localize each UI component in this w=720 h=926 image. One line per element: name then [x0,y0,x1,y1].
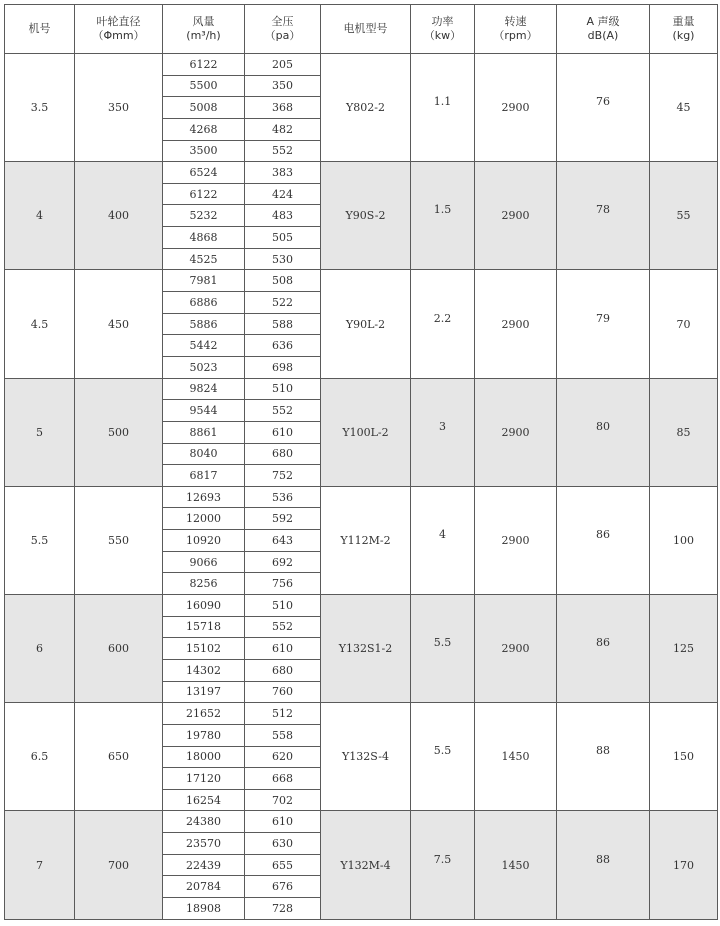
speed-cell: 2900 [475,270,557,378]
airflow-cell: 24380 [163,811,245,833]
pressure-cell: 350 [245,75,321,97]
pressure-cell: 552 [245,400,321,422]
airflow-cell: 9824 [163,378,245,400]
header-fan-no: 机号 [5,5,75,54]
pressure-cell: 522 [245,292,321,314]
weight-cell: 170 [650,811,718,920]
airflow-cell: 6122 [163,54,245,76]
noise-cell: 88 [557,703,650,811]
pressure-cell: 620 [245,746,321,768]
pressure-cell: 668 [245,768,321,790]
header-weight: 重量 (kg) [650,5,718,54]
impeller-cell: 700 [75,811,163,920]
speed-cell: 1450 [475,703,557,811]
speed-cell: 2900 [475,54,557,162]
impeller-cell: 350 [75,54,163,162]
motor-cell: Y90S-2 [321,162,411,270]
pressure-cell: 630 [245,833,321,855]
airflow-cell: 16254 [163,789,245,811]
airflow-cell: 15102 [163,638,245,660]
pressure-cell: 655 [245,854,321,876]
power-cell: 2.2 [411,270,475,378]
pressure-cell: 760 [245,681,321,703]
pressure-cell: 680 [245,659,321,681]
pressure-cell: 558 [245,724,321,746]
pressure-cell: 728 [245,897,321,919]
airflow-cell: 21652 [163,703,245,725]
noise-cell: 88 [557,811,650,920]
airflow-cell: 12000 [163,508,245,530]
table-row [5,703,718,725]
noise-cell: 76 [557,54,650,162]
airflow-cell: 17120 [163,768,245,790]
pressure-cell: 636 [245,335,321,357]
noise-cell: 86 [557,486,650,594]
weight-cell: 70 [650,270,718,378]
airflow-cell: 6122 [163,183,245,205]
speed-cell: 2900 [475,595,557,703]
airflow-cell: 8861 [163,421,245,443]
airflow-cell: 15718 [163,616,245,638]
airflow-cell: 9544 [163,400,245,422]
noise-cell: 78 [557,162,650,270]
pressure-cell: 424 [245,183,321,205]
header-noise: A 声级 dB(A) [557,5,650,54]
airflow-cell: 14302 [163,659,245,681]
motor-cell: Y132M-4 [321,811,411,920]
pressure-cell: 643 [245,530,321,552]
airflow-cell: 3500 [163,140,245,162]
airflow-cell: 5886 [163,313,245,335]
pressure-cell: 483 [245,205,321,227]
weight-cell: 45 [650,54,718,162]
airflow-cell: 5442 [163,335,245,357]
pressure-cell: 510 [245,595,321,617]
pressure-cell: 756 [245,573,321,595]
fan-no-cell: 5.5 [5,486,75,594]
impeller-cell: 650 [75,703,163,811]
speed-cell: 1450 [475,811,557,920]
fan-no-cell: 6 [5,595,75,703]
airflow-cell: 8256 [163,573,245,595]
pressure-cell: 552 [245,616,321,638]
pressure-cell: 536 [245,486,321,508]
airflow-cell: 7981 [163,270,245,292]
pressure-cell: 698 [245,356,321,378]
header-airflow: 风量 (m³/h) [163,5,245,54]
speed-cell: 2900 [475,162,557,270]
pressure-cell: 530 [245,248,321,270]
table-row [5,595,718,617]
fan-no-cell: 7 [5,811,75,920]
pressure-cell: 482 [245,118,321,140]
table-row [5,486,718,508]
pressure-cell: 702 [245,789,321,811]
pressure-cell: 692 [245,551,321,573]
pressure-cell: 610 [245,811,321,833]
airflow-cell: 4525 [163,248,245,270]
pressure-cell: 508 [245,270,321,292]
pressure-cell: 205 [245,54,321,76]
power-cell: 1.5 [411,162,475,270]
airflow-cell: 6817 [163,465,245,487]
weight-cell: 55 [650,162,718,270]
impeller-cell: 600 [75,595,163,703]
pressure-cell: 383 [245,162,321,184]
pressure-cell: 512 [245,703,321,725]
power-cell: 5.5 [411,595,475,703]
table-row [5,270,718,292]
header-speed: 转速 （rpm） [475,5,557,54]
fan-spec-table [4,4,718,920]
header-total-pressure: 全压 （pa） [245,5,321,54]
speed-cell: 2900 [475,486,557,594]
motor-cell: Y132S-4 [321,703,411,811]
pressure-cell: 592 [245,508,321,530]
fan-no-cell: 4 [5,162,75,270]
noise-cell: 86 [557,595,650,703]
power-cell: 7.5 [411,811,475,920]
power-cell: 5.5 [411,703,475,811]
pressure-cell: 610 [245,638,321,660]
fan-no-cell: 3.5 [5,54,75,162]
airflow-cell: 23570 [163,833,245,855]
airflow-cell: 20784 [163,876,245,898]
table-row [5,54,718,76]
airflow-cell: 19780 [163,724,245,746]
pressure-cell: 680 [245,443,321,465]
airflow-cell: 8040 [163,443,245,465]
noise-cell: 79 [557,270,650,378]
weight-cell: 100 [650,486,718,594]
airflow-cell: 10920 [163,530,245,552]
fan-no-cell: 6.5 [5,703,75,811]
fan-no-cell: 4.5 [5,270,75,378]
pressure-cell: 610 [245,421,321,443]
motor-cell: Y112M-2 [321,486,411,594]
table-body [5,54,718,920]
table-row [5,378,718,400]
pressure-cell: 752 [245,465,321,487]
airflow-cell: 12693 [163,486,245,508]
power-cell: 3 [411,378,475,486]
impeller-cell: 550 [75,486,163,594]
motor-cell: Y132S1-2 [321,595,411,703]
airflow-cell: 18908 [163,897,245,919]
pressure-cell: 505 [245,227,321,249]
header-motor-model: 电机型号 [321,5,411,54]
pressure-cell: 588 [245,313,321,335]
impeller-cell: 400 [75,162,163,270]
weight-cell: 125 [650,595,718,703]
header-impeller-diameter: 叶轮直径 （Φmm） [75,5,163,54]
pressure-cell: 368 [245,97,321,119]
airflow-cell: 9066 [163,551,245,573]
table-row [5,811,718,833]
fan-no-cell: 5 [5,378,75,486]
airflow-cell: 5023 [163,356,245,378]
motor-cell: Y802-2 [321,54,411,162]
header-row [5,5,718,54]
motor-cell: Y100L-2 [321,378,411,486]
pressure-cell: 552 [245,140,321,162]
weight-cell: 150 [650,703,718,811]
airflow-cell: 4868 [163,227,245,249]
table-row [5,162,718,184]
header-power: 功率 （kw） [411,5,475,54]
motor-cell: Y90L-2 [321,270,411,378]
pressure-cell: 510 [245,378,321,400]
power-cell: 4 [411,486,475,594]
airflow-cell: 5500 [163,75,245,97]
airflow-cell: 5232 [163,205,245,227]
airflow-cell: 13197 [163,681,245,703]
airflow-cell: 6524 [163,162,245,184]
airflow-cell: 22439 [163,854,245,876]
airflow-cell: 6886 [163,292,245,314]
pressure-cell: 676 [245,876,321,898]
weight-cell: 85 [650,378,718,486]
airflow-cell: 4268 [163,118,245,140]
noise-cell: 80 [557,378,650,486]
airflow-cell: 16090 [163,595,245,617]
airflow-cell: 5008 [163,97,245,119]
impeller-cell: 450 [75,270,163,378]
impeller-cell: 500 [75,378,163,486]
airflow-cell: 18000 [163,746,245,768]
speed-cell: 2900 [475,378,557,486]
power-cell: 1.1 [411,54,475,162]
